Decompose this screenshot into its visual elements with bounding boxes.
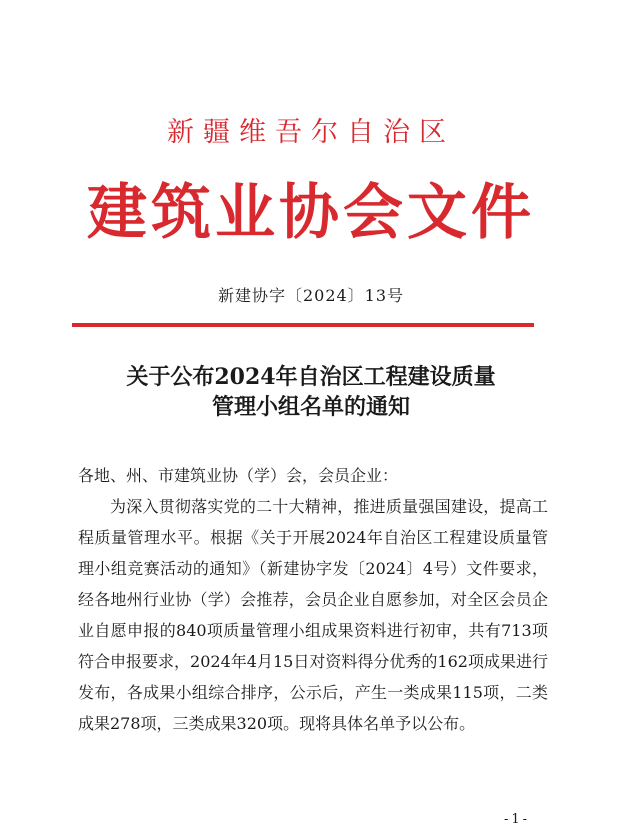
document-number: 新建协字〔2024〕13号 <box>217 286 405 305</box>
notice-title-line-1: 关于公布2024年自治区工程建设质量 <box>126 364 496 390</box>
notice-body <box>78 460 548 739</box>
page-number: -1- <box>503 812 530 827</box>
document-header-title: 建筑业协会文件 <box>87 178 535 248</box>
addressee: 各地、州、市建筑业协（学）会，会员企业： <box>78 466 399 485</box>
red-divider-line <box>72 323 534 327</box>
notice-title <box>0 362 622 422</box>
issuing-organization: 新疆维吾尔自治区 <box>167 117 455 148</box>
body-paragraph: 为深入贯彻落实党的二十大精神，推进质量强国建设，提高工程质量管理水平。根据《关于开展2024年自治区工程建设质量管理小组竞赛活动的通知》（新建协字发〔2024〕4号）文件要求，经各地州行业协（学）会推荐，会员企业自愿参加，对全区会员企业自愿申报的840项质量管理小组成果资料进行初审，共有713项符合申报要求，2024年4月15日对资料得分优秀的162项成果进行发布，各成果小组综合排序，公示后，产生一类成果115项，二类成果278项，三类成果320项。现将具体名单予以公布。 <box>78 497 548 733</box>
notice-title-line-2: 管理小组名单的通知 <box>211 394 410 420</box>
